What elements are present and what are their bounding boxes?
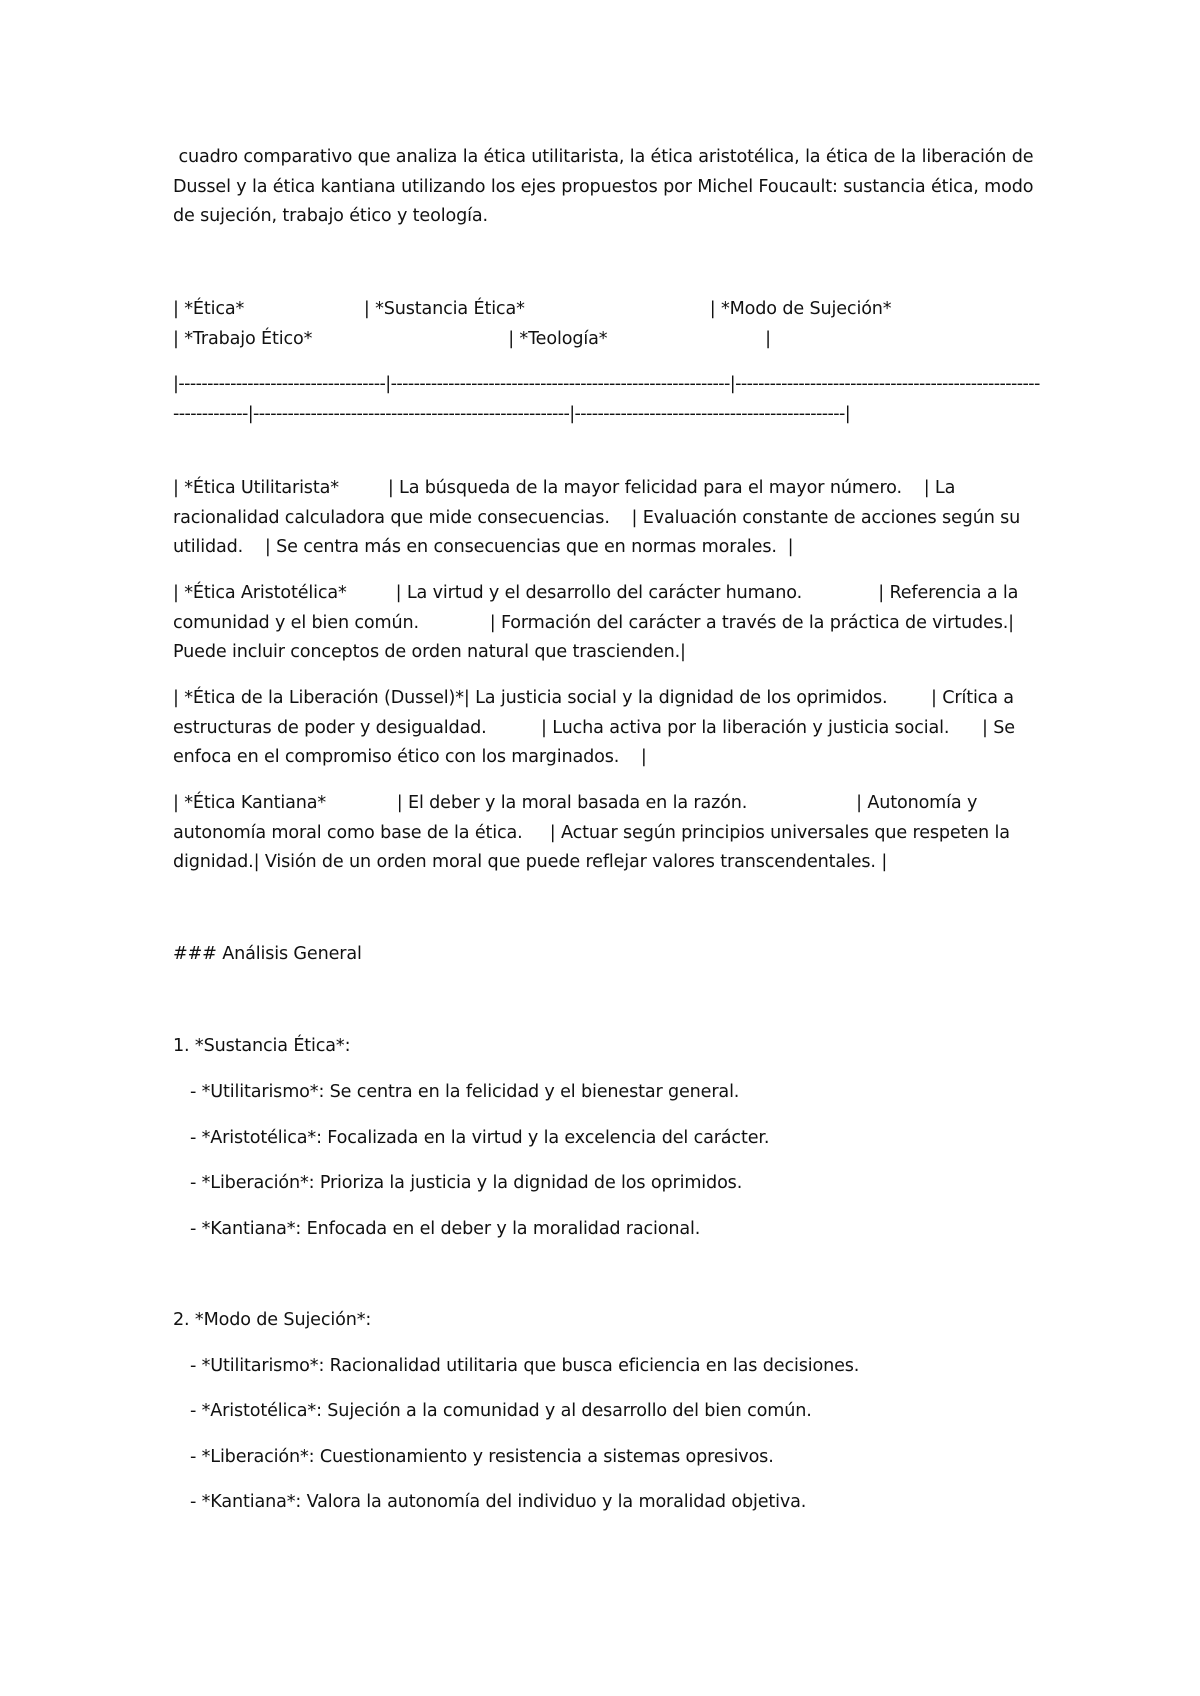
- table-header-row: | *Ética* | *Sustancia Ética* | *Modo de Sujeción* | *Trabajo Ético* | *Teología* |: [173, 299, 1061, 349]
- table-separator-row: |------------------------------------|-----------------------------------------------------------|------------------------------------------------------------------|-------------------------------------------------------|-----------------------------------------------|: [173, 374, 1040, 424]
- analysis-heading: ### Análisis General: [173, 944, 362, 964]
- list-item: - *Liberación*: Cuestionamiento y resistencia a sistemas opresivos.: [190, 1447, 774, 1467]
- table-row-utilitarian: | *Ética Utilitarista* | La búsqueda de la mayor felicidad para el mayor número. | La racionalidad calculadora que mide consecuencias. | Evaluación constante de acciones según su utilidad. | Se centra más en consecuencias que en normas morales. |: [173, 478, 1026, 557]
- section-title-substance: 1. *Sustancia Ética*:: [173, 1036, 351, 1056]
- table-row-aristotelian: | *Ética Aristotélica* | La virtud y el desarrollo del carácter humano. | Referencia a la comunidad y el bien común. | Formación del carácter a través de la práctica de virtudes.| Puede incluir conceptos de orden natural que trascienden.|: [173, 583, 1024, 662]
- list-item: - *Aristotélica*: Sujeción a la comunidad y al desarrollo del bien común.: [190, 1401, 812, 1421]
- list-item: - *Kantiana*: Valora la autonomía del individuo y la moralidad objetiva.: [190, 1492, 807, 1512]
- list-item: - *Utilitarismo*: Se centra en la felicidad y el bienestar general.: [190, 1082, 740, 1102]
- table-row-liberation: | *Ética de la Liberación (Dussel)*| La justicia social y la dignidad de los oprimidos. | Crítica a estructuras de poder y desigualdad. | Lucha activa por la liberación y justicia social. | Se enfoca en el compromiso ético con los marginados. |: [173, 688, 1021, 767]
- list-item: - *Kantiana*: Enfocada en el deber y la moralidad racional.: [190, 1219, 701, 1239]
- section-title-subjection: 2. *Modo de Sujeción*:: [173, 1310, 372, 1330]
- list-item: - *Aristotélica*: Focalizada en la virtud y la excelencia del carácter.: [190, 1128, 770, 1148]
- intro-paragraph: cuadro comparativo que analiza la ética utilitarista, la ética aristotélica, la ética de la liberación de Dussel y la ética kantiana utilizando los ejes propuestos por Michel Foucault: sustancia ética, modo de sujeción, trabajo ético y teología.: [173, 147, 1039, 226]
- list-item: - *Utilitarismo*: Racionalidad utilitaria que busca eficiencia en las decisiones.: [190, 1356, 860, 1376]
- table-row-kantian: | *Ética Kantiana* | El deber y la moral basada en la razón. | Autonomía y autonomía moral como base de la ética. | Actuar según principios universales que respeten la dignidad.| Visión de un orden moral que puede reflejar valores transcendentales. |: [173, 793, 1016, 872]
- list-item: - *Liberación*: Prioriza la justicia y la dignidad de los oprimidos.: [190, 1173, 743, 1193]
